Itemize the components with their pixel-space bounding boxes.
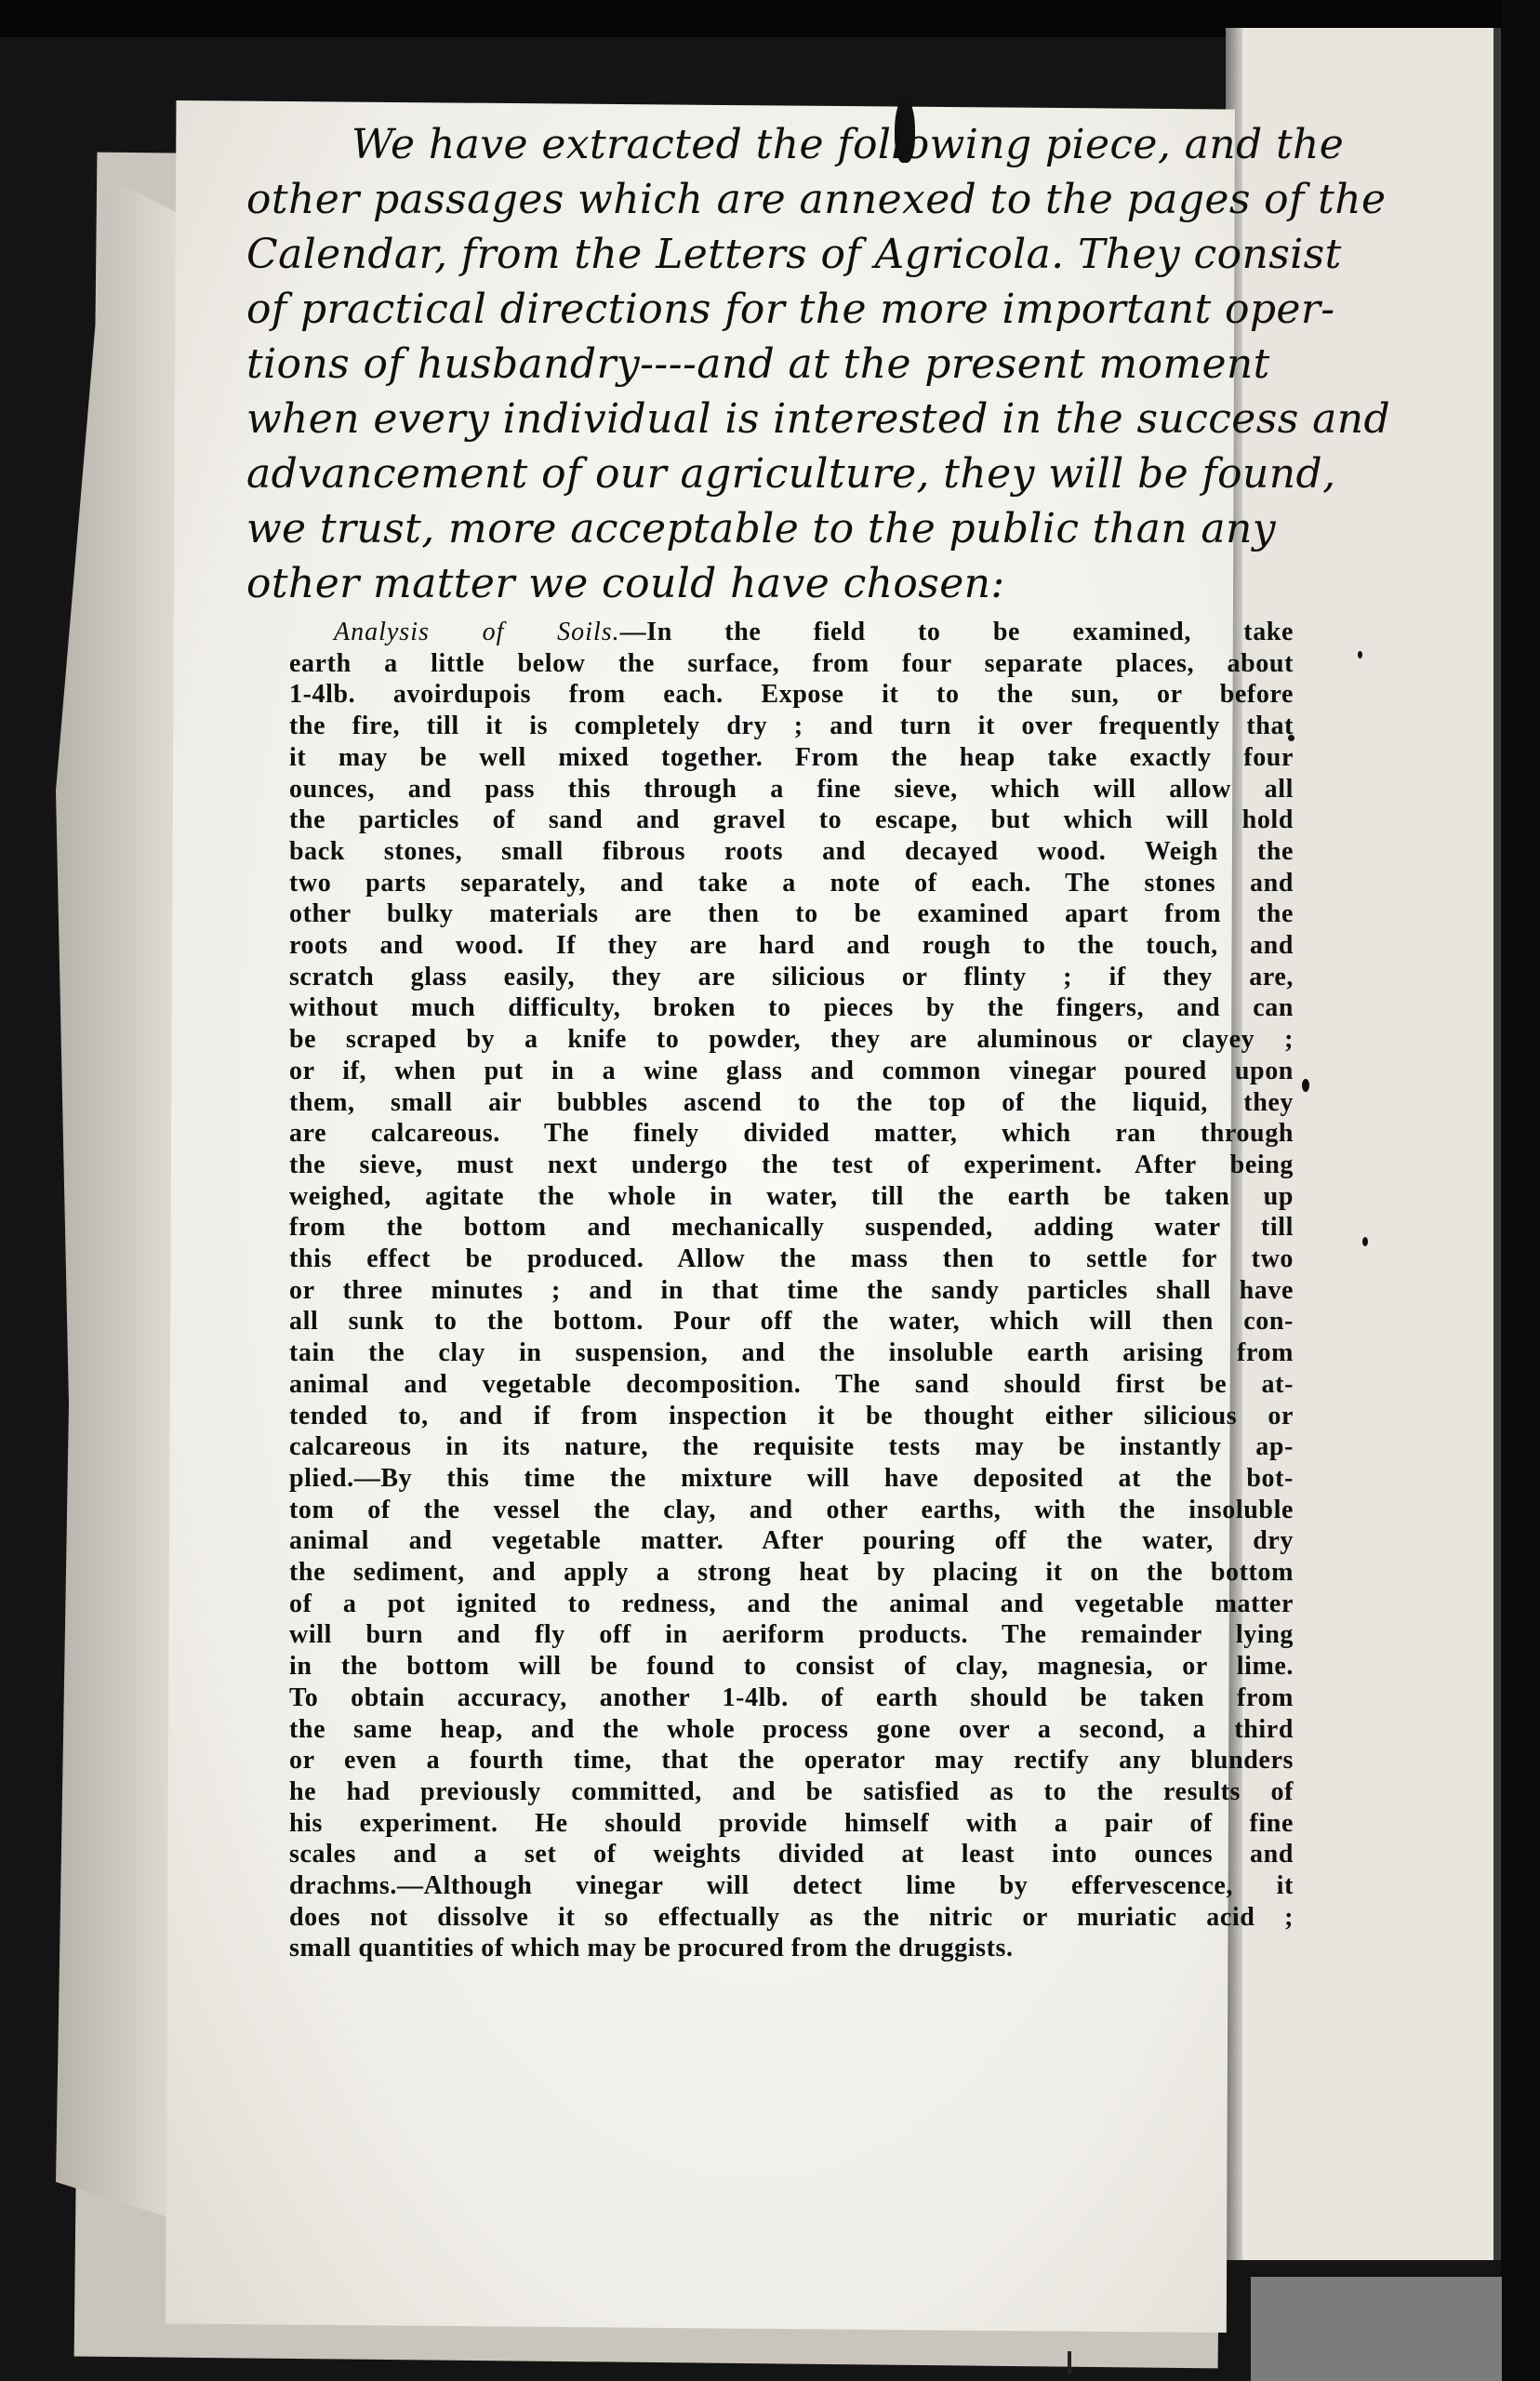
body-line: the sediment, and apply a strong heat by placing it on the bottom xyxy=(289,1558,1294,1587)
body-line: earth a little below the surface, from four separate places, about xyxy=(289,648,1294,678)
body-line: it may be well mixed together. From the heap take exactly four xyxy=(289,742,1294,772)
body-line: plied.—By this time the mixture will have deposited at the bot- xyxy=(289,1463,1294,1493)
body-line: two parts separately, and take a note of each. The stones and xyxy=(289,868,1294,898)
body-line: other bulky materials are then to be examined apart from the xyxy=(289,899,1294,929)
intro-line: advancement of our agriculture, they will be found, xyxy=(246,450,1336,498)
body-line: roots and wood. If they are hard and rough to the touch, and xyxy=(289,931,1294,960)
scan-right-edge xyxy=(1501,0,1540,2381)
body-line: without much difficulty, broken to pieces by the fingers, and can xyxy=(289,993,1294,1023)
intro-line: when every individual is interested in the success and xyxy=(246,395,1391,443)
body-line: will burn and fly off in aeriform products. The remainder lying xyxy=(289,1620,1294,1650)
intro-line: We have extracted the following piece, and the xyxy=(352,121,1345,168)
body-line: or even a fourth time, that the operator may rectify any blunders xyxy=(289,1746,1294,1776)
intro-line: other matter we could have chosen: xyxy=(246,560,1005,607)
section-first-line xyxy=(334,617,1294,647)
body-line: back stones, small fibrous roots and decayed wood. Weigh the xyxy=(289,836,1294,866)
body-line: this effect be produced. Allow the mass then to settle for two xyxy=(289,1244,1294,1273)
body-line: drachms.—Although vinegar will detect lime by effervescence, it xyxy=(289,1871,1294,1900)
body-line: To obtain accuracy, another 1-4lb. of earth should be taken from xyxy=(289,1683,1294,1712)
margin-mark xyxy=(1362,1237,1368,1246)
body-line: does not dissolve it so effectually as the nitric or muriatic acid ; xyxy=(289,1902,1294,1932)
body-line: small quantities of which may be procured from the druggists. xyxy=(289,1934,1014,1963)
body-line: the particles of sand and gravel to escape, but which will hold xyxy=(289,805,1294,835)
intro-line: we trust, more acceptable to the public than any xyxy=(246,505,1276,552)
intro-line: Calendar, from the Letters of Agricola. They consist xyxy=(246,231,1342,278)
body-line: all sunk to the bottom. Pour off the water, which will then con- xyxy=(289,1307,1294,1337)
body-line: the sieve, must next undergo the test of experiment. After being xyxy=(289,1150,1294,1179)
section-heading: Analysis of Soils. xyxy=(334,618,620,646)
body-line: 1-4lb. avoirdupois from each. Expose it to the sun, or before xyxy=(289,680,1294,710)
body-line: scratch glass easily, they are silicious or flinty ; if they are, xyxy=(289,962,1294,991)
body-line: tended to, and if from inspection it be thought either silicious or xyxy=(289,1401,1294,1430)
body-line: his experiment. He should provide himself with a pair of fine xyxy=(289,1808,1294,1838)
body-line: animal and vegetable decomposition. The sand should first be at- xyxy=(289,1369,1294,1399)
body-line: are calcareous. The finely divided matter, which ran through xyxy=(289,1119,1294,1149)
margin-mark xyxy=(1358,651,1362,658)
body-line: of a pot ignited to redness, and the animal and vegetable matter xyxy=(289,1589,1294,1618)
body-line: ounces, and pass this through a fine sieve, which will allow all xyxy=(289,774,1294,804)
body-line: he had previously committed, and be satisfied as to the results of xyxy=(289,1776,1294,1806)
body-line: calcareous in its nature, the requisite tests may be instantly ap- xyxy=(289,1432,1294,1462)
intro-line: other passages which are annexed to the pages of the xyxy=(246,176,1387,223)
body-line: in the bottom will be found to consist of clay, magnesia, or lime. xyxy=(289,1652,1294,1682)
body-line: the same heap, and the whole process gone over a second, a third xyxy=(289,1714,1294,1744)
body-line: from the bottom and mechanically suspended, adding water till xyxy=(289,1213,1294,1243)
document-text xyxy=(212,121,1391,2288)
scan-calibration-bar xyxy=(1251,2277,1502,2381)
body-line: tain the clay in suspension, and the insoluble earth arising from xyxy=(289,1338,1294,1368)
section-first-line-text: —In the field to be examined, take xyxy=(619,618,1294,646)
body-line: or if, when put in a wine glass and common vinegar poured upon xyxy=(289,1056,1294,1085)
body-line: them, small air bubbles ascend to the top of the liquid, they xyxy=(289,1087,1294,1117)
body-line: animal and vegetable matter. After pouring off the water, dry xyxy=(289,1526,1294,1556)
intro-line: of practical directions for the more important oper- xyxy=(246,286,1335,333)
body-line: the fire, till it is completely dry ; and turn it over frequently that xyxy=(289,712,1294,741)
margin-mark xyxy=(1302,1079,1309,1092)
body-line: weighed, agitate the whole in water, till the earth be taken up xyxy=(289,1181,1294,1211)
intro-line: tions of husbandry----and at the present moment xyxy=(246,340,1270,388)
page-gutter xyxy=(1494,28,1501,2260)
torn-paper-fragment xyxy=(56,177,186,2223)
body-line: scales and a set of weights divided at least into ounces and xyxy=(289,1840,1294,1869)
body-line: tom of the vessel the clay, and other earths, with the insoluble xyxy=(289,1495,1294,1524)
body-line: be scraped by a knife to powder, they are aluminous or clayey ; xyxy=(289,1025,1294,1055)
page-mark xyxy=(1068,2351,1071,2374)
body-line: or three minutes ; and in that time the sandy particles shall have xyxy=(289,1275,1294,1305)
